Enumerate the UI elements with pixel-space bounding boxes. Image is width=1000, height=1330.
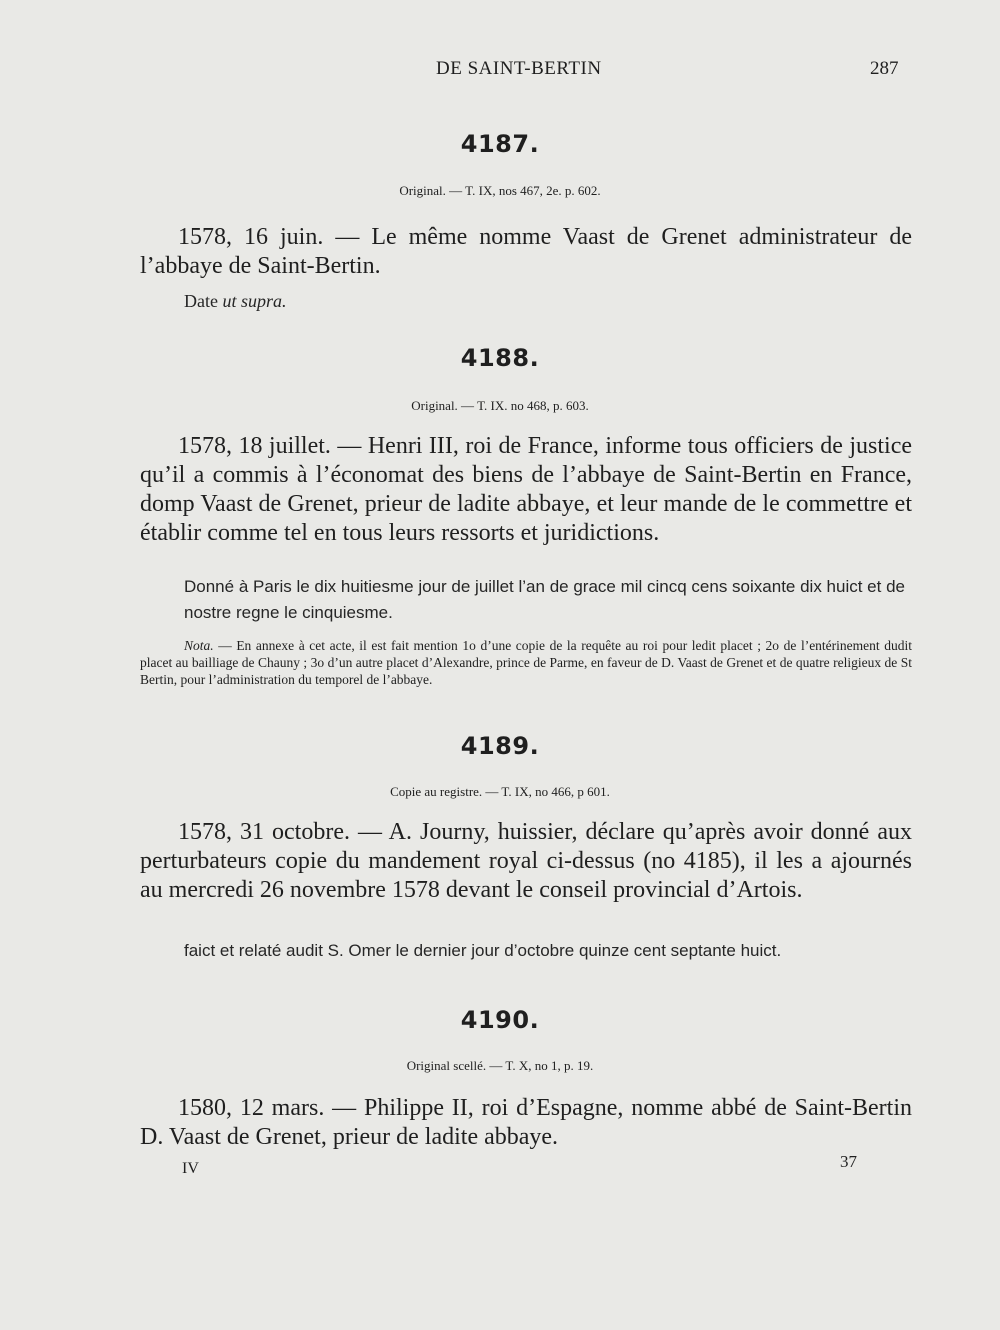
entry-summary-4190: 1580, 12 mars. — Philippe II, roi d’Espagne, nomme abbé de Saint-Bertin D. Vaast de Grenet, prieur de ladite abbaye. (140, 1095, 912, 1150)
entry-excerpt-4189: faict et relaté audit S. Omer le dernier jour d’octobre quinze cent septante huict. (184, 941, 782, 960)
entry-number-4188: 4188. (460, 344, 540, 372)
entry-source-4189: Copie au registre. — T. IX, no 466, p 601. (390, 784, 610, 799)
page-number: 287 (870, 58, 899, 79)
entry-summary-4187: 1578, 16 juin. — Le même nomme Vaast de Grenet administrateur de l’abbaye de Saint-Bertin. (140, 224, 912, 279)
entry-number-4190: 4190. (460, 1006, 540, 1034)
entry-summary-4188: 1578, 18 juillet. — Henri III, roi de France, informe tous officiers de justice qu’il a commis à l’économat des biens de l’abbaye de Saint-Bertin en France, domp Vaast de Grenet, prieur de ladite abbaye, et leur mande de le commettre et établir comme tel en tous leurs ressorts et juridictions. (140, 433, 912, 546)
entry-source-4188: Original. — T. IX. no 468, p. 603. (411, 398, 589, 413)
signature-right: 37 (840, 1152, 857, 1171)
running-title: DE SAINT-BERTIN (436, 58, 602, 79)
note-text: — En annexe à cet acte, il est fait mention 1o d’une copie de la requête au roi pour ledit placet ; 2o de l’entérinement dudit placet au bailliage de Chauny ; 3o d’un autre placet d’Alexandre, prince de Parme, en faveur de D. Vaast de Grenet et de quatre religieux de St Bertin, pour l’administration du temporel de l’abbaye. (140, 638, 912, 687)
entry-source-4187: Original. — T. IX, nos 467, 2e. p. 602. (399, 183, 601, 198)
note-label: Nota. (184, 638, 214, 653)
entry-excerpt-4188: Donné à Paris le dix huitiesme jour de juillet l’an de grace mil cincq cens soixante dix huict et de nostre regne le cinquiesme. (184, 577, 905, 622)
entry-number-4187: 4187. (460, 130, 540, 158)
signature-left: IV (182, 1160, 199, 1177)
entry-note-4188 (140, 637, 912, 688)
date-italic: ut supra. (222, 291, 287, 311)
page-header (0, 58, 1000, 84)
entry-date-4187 (184, 288, 912, 314)
entry-source-4190: Original scellé. — T. X, no 1, p. 19. (406, 1058, 594, 1073)
date-label: Date (184, 291, 218, 311)
entry-number-4189: 4189. (460, 732, 540, 760)
entry-summary-4189: 1578, 31 octobre. — A. Journy, huissier, déclare qu’après avoir donné aux perturbateurs copie du mandement royal ci-dessus (no 4185), il les a ajournés au mercredi 26 novembre 1578 devant le conseil provincial d’Artois. (140, 819, 912, 903)
